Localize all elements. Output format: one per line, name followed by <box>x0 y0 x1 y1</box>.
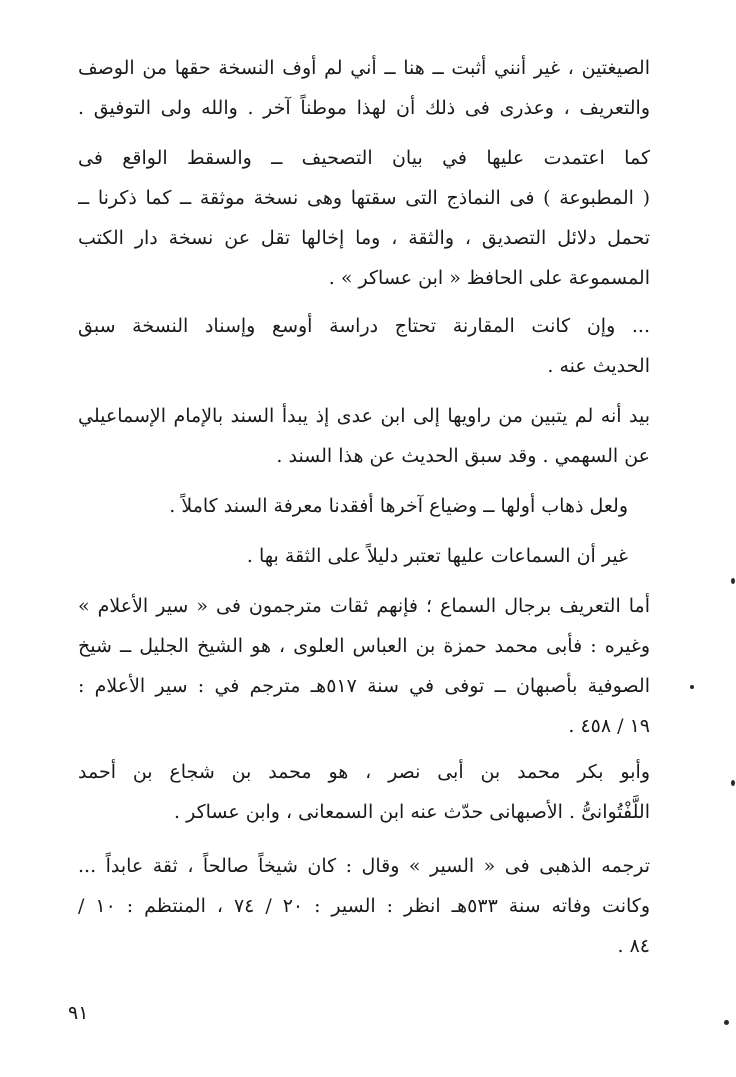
paragraph-9 <box>78 846 650 966</box>
text-line: ترجمه الذهبى فى « السير » وقال : كان شيخاً صالحاً ، ثقة عابداً ... <box>78 855 650 877</box>
page-number: ٩١ <box>68 1002 89 1024</box>
text-line: الصوفية بأصبهان ــ توفى في سنة ٥١٧هـ مترجم في : سير الأعلام : <box>78 675 650 697</box>
text-line: والتعريف ، وعذرى فى ذلك أن لهذا موطناً آخر . والله ولى التوفيق . <box>78 97 650 119</box>
text-line: ١٩ / ٤٥٨ . <box>568 715 650 737</box>
text-line: عن السهمي . وقد سبق الحديث عن هذا السند . <box>276 445 650 467</box>
text-line: وغيره : فأبى محمد حمزة بن العباس العلوى ، هو الشيخ الجليل ــ شيخ <box>78 635 650 657</box>
text-line: ولعل ذهاب أولها ــ وضياع آخرها أفقدنا معرفة السند كاملاً . <box>169 495 628 517</box>
text-line: تحمل دلائل التصديق ، والثقة ، وما إخالها تقل عن نسخة دار الكتب <box>78 227 650 249</box>
text-line: ٨٤ . <box>617 935 650 957</box>
scan-speck <box>731 780 735 786</box>
text-line: كما اعتمدت عليها في بيان التصحيف ــ والسقط الواقع فى <box>78 147 650 169</box>
text-line: الحديث عنه . <box>547 355 650 377</box>
text-line: ... وإن كانت المقارنة تحتاج دراسة أوسع وإسناد النسخة سبق <box>78 315 650 337</box>
text-line: بيد أنه لم يتبين من راويها إلى ابن عدى إذ يبدأ السند بالإمام الإسماعيلي <box>78 405 650 427</box>
scan-speck <box>690 685 694 689</box>
text-line: اللَّفْتُوانىُّ . الأصبهانى حدّث عنه ابن السمعانى ، وابن عساكر . <box>174 801 650 823</box>
paragraph-8 <box>78 752 650 832</box>
scan-speck <box>724 1020 729 1025</box>
scan-speck <box>731 578 735 584</box>
text-line: ( المطبوعة ) فى النماذج التى سقتها وهى نسخة موثقة ــ كما ذكرنا ــ <box>78 187 650 209</box>
text-line: أما التعريف برجال السماع ؛ فإنهم ثقات مترجمون فى « سير الأعلام » <box>78 595 650 617</box>
text-line: الصيغتين ، غير أنني أثبت ــ هنا ــ أني لم أوف النسخة حقها من الوصف <box>78 57 650 79</box>
paragraph-7 <box>78 586 650 746</box>
paragraph-1 <box>78 48 650 128</box>
paragraph-3 <box>78 306 650 386</box>
text-line: وأبو بكر محمد بن أبى نصر ، هو محمد بن شجاع بن أحمد <box>78 761 650 783</box>
text-line: المسموعة على الحافظ « ابن عساكر » . <box>328 267 650 289</box>
paragraph-5 <box>78 486 650 526</box>
text-line: وكانت وفاته سنة ٥٣٣هـ انظر : السير : ٢٠ / ٧٤ ، المنتظم : ١٠ / <box>78 895 650 917</box>
paragraph-2 <box>78 138 650 298</box>
paragraph-6 <box>78 536 650 576</box>
text-line: غير أن السماعات عليها تعتبر دليلاً على الثقة بها . <box>246 545 628 567</box>
paragraph-4 <box>78 396 650 476</box>
